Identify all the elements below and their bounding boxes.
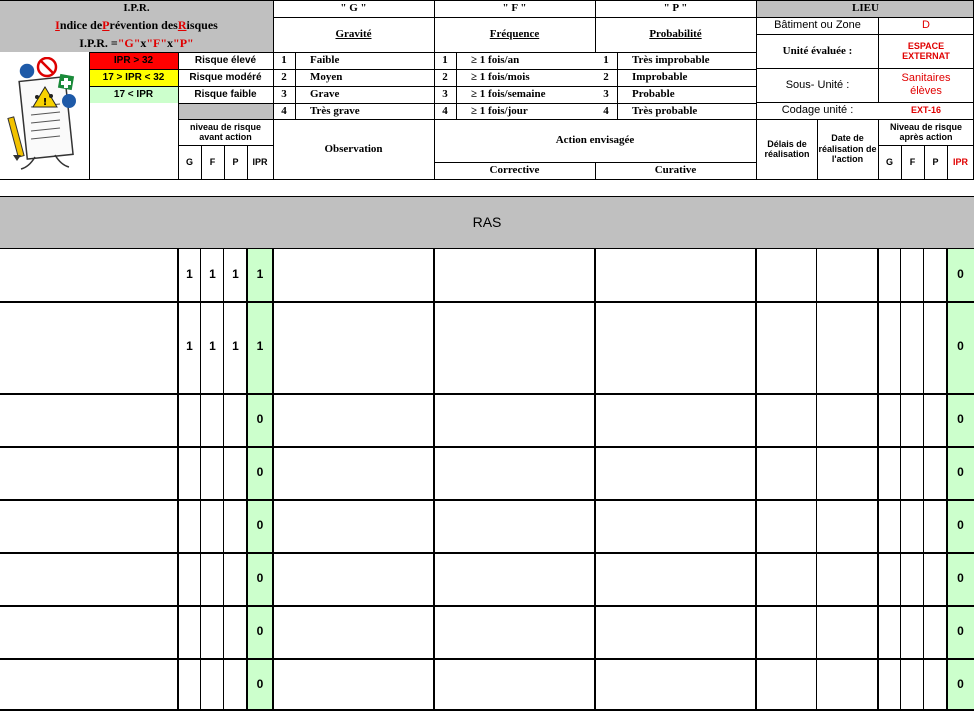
scale-p-num: 2 xyxy=(603,71,609,84)
unite-label: Unité évaluée : xyxy=(782,44,853,57)
row-p-value xyxy=(224,393,247,446)
codage-label: Codage unité : xyxy=(781,104,854,117)
row-g-value xyxy=(178,552,201,605)
scale-p-label: Très improbable xyxy=(632,54,710,67)
row-g-value xyxy=(178,658,201,711)
scale-f-label: ≥ 1 fois/jour xyxy=(471,105,528,118)
ipr-subtitle xyxy=(0,17,273,35)
grid-line xyxy=(0,658,974,660)
grid-line xyxy=(223,248,224,711)
unite-value: ESPACE EXTERNAT xyxy=(902,40,950,61)
grid-line xyxy=(878,17,879,102)
grid-line xyxy=(178,52,179,179)
grid-line xyxy=(456,52,457,119)
grid-line xyxy=(757,68,974,69)
legend-range-3: 17 < IPR xyxy=(89,86,178,103)
niveau-avant-header: niveau de risque avant action xyxy=(189,121,262,142)
grid-line xyxy=(273,17,757,18)
grid-line xyxy=(89,52,757,53)
scale-f-label: ≥ 1 fois/an xyxy=(471,54,520,67)
grid-line xyxy=(178,145,273,146)
scale-f-label: ≥ 1 fois/mois xyxy=(471,71,530,84)
grid-line xyxy=(757,17,974,18)
batiment-label: Bâtiment ou Zone xyxy=(774,19,861,32)
scale-p-label: Improbable xyxy=(632,71,688,84)
legend-label-2: Risque modéré xyxy=(189,71,262,83)
scale-f-num: 2 xyxy=(442,71,448,84)
grid-line xyxy=(178,103,757,104)
ipr-text-part: I.P.R. = xyxy=(79,35,118,50)
scale-g-code: " G " xyxy=(340,2,367,15)
scale-g-title: Gravité xyxy=(335,28,372,41)
row-p-value: 1 xyxy=(232,266,239,281)
row-g-value xyxy=(178,446,201,499)
row-f-value xyxy=(201,499,224,552)
grid-line xyxy=(756,0,757,179)
grid-line xyxy=(924,145,925,179)
scale-g-label: Moyen xyxy=(310,71,343,84)
row-f-value xyxy=(201,605,224,658)
row-f-value xyxy=(201,446,224,499)
grid-line xyxy=(878,145,974,146)
grid-line xyxy=(434,0,435,179)
row-g-value xyxy=(178,499,201,552)
grid-line xyxy=(0,179,974,180)
curative-header: Curative xyxy=(654,164,697,177)
grid-line xyxy=(273,0,274,179)
row-g-value xyxy=(178,393,201,446)
ipr-text-part: I xyxy=(55,18,60,33)
ipr-text-part: "G" xyxy=(117,35,141,50)
grid-line xyxy=(877,248,879,711)
grid-line xyxy=(0,552,974,554)
row-f-value: 1 xyxy=(209,266,216,281)
grid-line xyxy=(595,162,596,179)
scale-g-num: 4 xyxy=(281,105,287,118)
sous-unite-value: Sanitaires élèves xyxy=(901,72,951,97)
scale-g-num: 1 xyxy=(281,54,287,67)
grid-line xyxy=(200,248,201,711)
scale-g-num: 3 xyxy=(281,88,287,101)
row-ipr-after-value: 0 xyxy=(947,393,974,446)
grid-line xyxy=(595,0,596,52)
row-ipr-value: 0 xyxy=(247,393,273,446)
scale-p-num: 4 xyxy=(603,105,609,118)
grid-line xyxy=(757,34,974,35)
ipr-text-part: P xyxy=(102,18,110,33)
row-ipr-after-value: 0 xyxy=(947,499,974,552)
date-header: Date de réalisation de l'action xyxy=(818,133,877,165)
row-ipr-value: 0 xyxy=(247,446,273,499)
row-p-value xyxy=(224,605,247,658)
f-after-header: F xyxy=(909,156,916,167)
corrective-header: Corrective xyxy=(489,164,540,177)
grid-line xyxy=(272,248,274,711)
legend-range-1: IPR > 32 xyxy=(89,52,178,69)
section-title: RAS xyxy=(0,197,974,248)
grid-line xyxy=(617,52,618,119)
grid-line xyxy=(878,119,879,179)
row-p-value xyxy=(224,658,247,711)
grid-line xyxy=(224,145,225,179)
grid-line xyxy=(0,393,974,395)
niveau-apres-header: Niveau de risque après action xyxy=(889,121,963,142)
legend-label-1: Risque élevé xyxy=(194,54,257,66)
grid-line xyxy=(178,119,974,120)
grid-line xyxy=(295,52,296,119)
grid-line xyxy=(946,248,948,711)
grid-line xyxy=(0,499,974,501)
ipr-text-part: "P" xyxy=(173,35,194,50)
batiment-value: D xyxy=(922,19,930,32)
grid-line xyxy=(89,52,90,179)
ipr-header: IPR xyxy=(252,156,268,167)
row-f-value xyxy=(201,552,224,605)
grid-line xyxy=(0,605,974,607)
scale-g-label: Très grave xyxy=(310,105,360,118)
row-p-value xyxy=(224,446,247,499)
row-ipr-value: 0 xyxy=(247,605,273,658)
svg-text:!: ! xyxy=(42,96,47,108)
row-g-value xyxy=(178,605,201,658)
grid-line xyxy=(947,145,948,179)
ipr-after-header: IPR xyxy=(952,156,968,167)
grid-line xyxy=(923,248,924,711)
ipr-formula xyxy=(0,35,273,52)
row-g-value: 1 xyxy=(186,266,193,281)
g-header: G xyxy=(185,156,193,167)
scale-p-num: 1 xyxy=(603,54,609,67)
ipr-text-part: révention des xyxy=(109,18,178,33)
p-after-header: P xyxy=(932,156,939,167)
row-ipr-value: 0 xyxy=(247,552,273,605)
row-ipr-value: 1 xyxy=(247,301,273,393)
scale-g-label: Faible xyxy=(310,54,340,67)
row-ipr-after-value: 0 xyxy=(947,605,974,658)
ipr-text-part: R xyxy=(177,18,187,33)
observation-header: Observation xyxy=(324,142,383,155)
action-header: Action envisagée xyxy=(555,134,635,147)
scale-p-title: Probabilité xyxy=(649,28,702,41)
scale-g-label: Grave xyxy=(310,88,340,101)
grid-line xyxy=(594,248,596,711)
row-ipr-after-value: 0 xyxy=(947,552,974,605)
scale-p-num: 3 xyxy=(603,88,609,101)
grid-line xyxy=(89,69,757,70)
row-ipr-value: 0 xyxy=(247,658,273,711)
grid-line xyxy=(901,145,902,179)
grid-line xyxy=(0,196,974,197)
grid-line xyxy=(246,248,248,711)
legend-label-3: Risque faible xyxy=(194,88,257,100)
row-ipr-after-value: 0 xyxy=(947,658,974,711)
grid-line xyxy=(201,145,202,179)
legend-gray-cell xyxy=(178,103,273,119)
grid-line xyxy=(0,0,974,1)
sous-unite-label: Sous- Unité : xyxy=(785,78,850,91)
f-header: F xyxy=(209,156,216,167)
ipr-text-part: x xyxy=(167,35,174,50)
scale-f-num: 1 xyxy=(442,54,448,67)
row-g-value: 1 xyxy=(186,339,193,354)
scale-f-code: " F " xyxy=(502,2,527,15)
scale-p-label: Probable xyxy=(632,88,675,101)
g-after-header: G xyxy=(885,156,893,167)
ipr-title: I.P.R. xyxy=(0,0,273,17)
grid-line xyxy=(900,248,901,711)
grid-line xyxy=(0,248,974,249)
p-header: P xyxy=(232,156,239,167)
grid-line xyxy=(433,248,435,711)
grid-line xyxy=(817,119,818,179)
row-ipr-after-value: 0 xyxy=(947,301,974,393)
scale-p-label: Très probable xyxy=(632,105,698,118)
grid-line xyxy=(0,709,974,711)
grid-line xyxy=(755,248,757,711)
grid-line xyxy=(89,86,757,87)
scale-g-num: 2 xyxy=(281,71,287,84)
row-f-value xyxy=(201,393,224,446)
row-p-value xyxy=(224,499,247,552)
row-ipr-after-value: 0 xyxy=(947,446,974,499)
scale-f-label: ≥ 1 fois/semaine xyxy=(471,88,546,101)
legend-range-2: 17 > IPR < 32 xyxy=(89,69,178,86)
row-f-value xyxy=(201,658,224,711)
grid-line xyxy=(247,145,248,179)
scale-f-title: Fréquence xyxy=(489,28,540,41)
lieu-title: LIEU xyxy=(757,0,974,17)
row-ipr-value: 0 xyxy=(247,499,273,552)
grid-line xyxy=(0,301,974,303)
scale-f-num: 3 xyxy=(442,88,448,101)
codage-value: EXT-16 xyxy=(910,105,941,116)
ipr-text-part: isques xyxy=(186,18,218,33)
row-ipr-after-value: 0 xyxy=(947,248,974,301)
row-ipr-value: 1 xyxy=(247,248,273,301)
grid-line xyxy=(0,446,974,448)
grid-line xyxy=(177,248,179,711)
ipr-text-part: ndice de xyxy=(59,18,103,33)
delais-header: Délais de réalisation xyxy=(764,138,810,159)
row-p-value: 1 xyxy=(232,339,239,354)
row-f-value: 1 xyxy=(209,339,216,354)
scale-p-code: " P " xyxy=(663,2,688,15)
scale-f-num: 4 xyxy=(442,105,448,118)
ipr-text-part: x xyxy=(140,35,147,50)
grid-line xyxy=(816,248,817,711)
row-p-value xyxy=(224,552,247,605)
ipr-text-part: "F" xyxy=(146,35,168,50)
risk-prevention-illustration xyxy=(0,52,89,179)
grid-line xyxy=(757,102,974,103)
